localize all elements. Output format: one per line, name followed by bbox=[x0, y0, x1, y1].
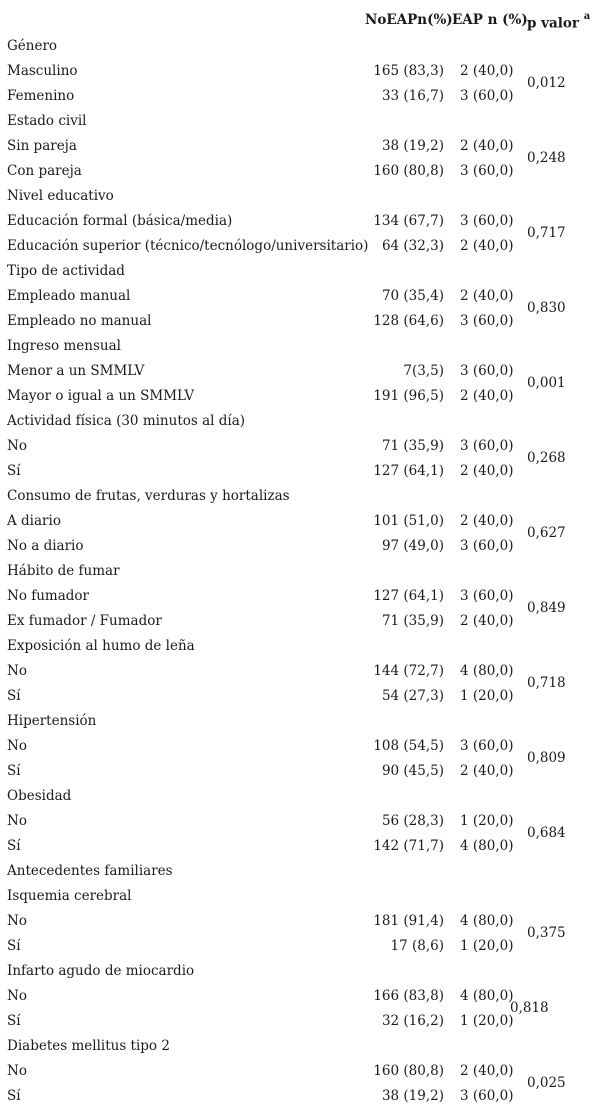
row-label: No fumador bbox=[7, 588, 89, 604]
eap-value: 4 (80,0) bbox=[460, 913, 514, 929]
eap-value: 1 (20,0) bbox=[460, 688, 514, 704]
row-label: Consumo de frutas, verduras y hortalizas bbox=[7, 488, 290, 504]
row-label: No a diario bbox=[7, 538, 84, 554]
eap-value: 3 (60,0) bbox=[460, 1088, 514, 1104]
row-label: Ex fumador / Fumador bbox=[7, 613, 162, 629]
eap-value: 3 (60,0) bbox=[460, 363, 514, 379]
noeap-value: 191 (96,5) bbox=[373, 388, 444, 404]
table-row bbox=[7, 613, 527, 638]
row-label: Tipo de actividad bbox=[7, 263, 125, 279]
table-row bbox=[7, 738, 527, 763]
eap-value: 3 (60,0) bbox=[460, 588, 514, 604]
noeap-value: 7(3,5) bbox=[403, 363, 444, 379]
table-row bbox=[7, 438, 527, 463]
row-label: Isquemia cerebral bbox=[7, 888, 132, 904]
p-value: 0,684 bbox=[527, 825, 566, 841]
table-row bbox=[7, 538, 527, 563]
row-label: No bbox=[7, 663, 27, 679]
noeap-value: 101 (51,0) bbox=[373, 513, 444, 529]
noeap-value: 127 (64,1) bbox=[373, 588, 444, 604]
noeap-value: 71 (35,9) bbox=[381, 613, 444, 629]
row-label: A diario bbox=[7, 513, 61, 529]
row-label: Educación formal (básica/media) bbox=[7, 213, 233, 229]
row-label: Infarto agudo de miocardio bbox=[7, 963, 195, 979]
table-row bbox=[7, 213, 527, 238]
row-label: Diabetes mellitus tipo 2 bbox=[7, 1038, 170, 1054]
p-value: 0,025 bbox=[527, 1075, 566, 1091]
eap-value: 4 (80,0) bbox=[460, 663, 514, 679]
row-label: Género bbox=[7, 38, 58, 54]
table-row bbox=[7, 763, 527, 788]
noeap-value: 108 (54,5) bbox=[373, 738, 444, 754]
p-value: 0,248 bbox=[527, 150, 566, 166]
row-label: Sí bbox=[7, 763, 21, 779]
row-label: Empleado no manual bbox=[7, 313, 152, 329]
table-row bbox=[7, 288, 527, 313]
eap-value: 2 (40,0) bbox=[460, 1063, 514, 1079]
table-row bbox=[7, 1088, 527, 1113]
table-row bbox=[7, 413, 527, 438]
eap-value: 3 (60,0) bbox=[460, 438, 514, 454]
table-row bbox=[7, 1063, 527, 1088]
eap-value: 3 (60,0) bbox=[460, 213, 514, 229]
noeap-value: 38 (19,2) bbox=[381, 1088, 444, 1104]
eap-value: 2 (40,0) bbox=[460, 63, 514, 79]
noeap-value: 166 (83,8) bbox=[373, 988, 444, 1004]
eap-value: 2 (40,0) bbox=[460, 138, 514, 154]
table-row bbox=[7, 788, 527, 813]
table-row bbox=[7, 1038, 527, 1063]
noeap-value: 165 (83,3) bbox=[373, 63, 444, 79]
eap-value: 2 (40,0) bbox=[460, 388, 514, 404]
header-eap: EAP n (%) bbox=[452, 12, 528, 28]
noeap-value: 97 (49,0) bbox=[381, 538, 444, 554]
row-label: Antecedentes familiares bbox=[7, 863, 173, 879]
noeap-value: 142 (71,7) bbox=[373, 838, 444, 854]
eap-value: 4 (80,0) bbox=[460, 988, 514, 1004]
eap-value: 3 (60,0) bbox=[460, 538, 514, 554]
table-row bbox=[7, 238, 527, 263]
table-row bbox=[7, 313, 527, 338]
row-label: Hábito de fumar bbox=[7, 563, 120, 579]
row-label: Sí bbox=[7, 463, 21, 479]
row-label: No bbox=[7, 1063, 27, 1079]
row-label: No bbox=[7, 988, 27, 1004]
eap-value: 1 (20,0) bbox=[460, 813, 514, 829]
table-row bbox=[7, 563, 527, 588]
row-label: Sí bbox=[7, 1088, 21, 1104]
table-row bbox=[7, 1013, 527, 1038]
table-row bbox=[7, 963, 527, 988]
table-row bbox=[7, 463, 527, 488]
p-value: 0,012 bbox=[527, 75, 566, 91]
noeap-value: 134 (67,7) bbox=[373, 213, 444, 229]
noeap-value: 32 (16,2) bbox=[381, 1013, 444, 1029]
noeap-value: 33 (16,7) bbox=[381, 88, 444, 104]
row-label: Nivel educativo bbox=[7, 188, 114, 204]
table-row bbox=[7, 638, 527, 663]
row-label: Masculino bbox=[7, 63, 78, 79]
eap-value: 2 (40,0) bbox=[460, 513, 514, 529]
noeap-value: 70 (35,4) bbox=[381, 288, 444, 304]
table-row bbox=[7, 38, 527, 63]
eap-value: 1 (20,0) bbox=[460, 938, 514, 954]
noeap-value: 71 (35,9) bbox=[381, 438, 444, 454]
table-row bbox=[7, 338, 527, 363]
table-row bbox=[7, 488, 527, 513]
p-value: 0,001 bbox=[527, 375, 566, 391]
p-value: 0,830 bbox=[527, 300, 566, 316]
table-row bbox=[7, 988, 527, 1013]
table-row bbox=[7, 713, 527, 738]
noeap-value: 181 (91,4) bbox=[373, 913, 444, 929]
noeap-value: 38 (19,2) bbox=[381, 138, 444, 154]
eap-value: 1 (20,0) bbox=[460, 1013, 514, 1029]
table-row bbox=[7, 363, 527, 388]
p-value: 0,718 bbox=[527, 675, 566, 691]
noeap-value: 127 (64,1) bbox=[373, 463, 444, 479]
table-row bbox=[7, 938, 527, 963]
header-noeap: NoEAPn(%) bbox=[365, 12, 453, 28]
row-label: No bbox=[7, 813, 27, 829]
table-row bbox=[7, 263, 527, 288]
p-value: 0,809 bbox=[527, 750, 566, 766]
eap-value: 3 (60,0) bbox=[460, 88, 514, 104]
noeap-value: 54 (27,3) bbox=[381, 688, 444, 704]
row-label: Hipertensión bbox=[7, 713, 97, 729]
p-value: 0,375 bbox=[527, 925, 566, 941]
row-label: Educación superior (técnico/tecnólogo/universitario) bbox=[7, 238, 369, 254]
row-label: Sí bbox=[7, 938, 21, 954]
row-label: Obesidad bbox=[7, 788, 72, 804]
p-value: 0,849 bbox=[527, 600, 566, 616]
row-label: Actividad física (30 minutos al día) bbox=[7, 413, 246, 429]
eap-value: 4 (80,0) bbox=[460, 838, 514, 854]
eap-value: 2 (40,0) bbox=[460, 288, 514, 304]
noeap-value: 17 (8,6) bbox=[390, 938, 444, 954]
eap-value: 3 (60,0) bbox=[460, 738, 514, 754]
row-label: Femenino bbox=[7, 88, 75, 104]
header-p-superscript: a bbox=[583, 11, 591, 22]
row-label: Menor a un SMMLV bbox=[7, 363, 145, 379]
p-value: 0,717 bbox=[527, 225, 566, 241]
table-row bbox=[7, 913, 527, 938]
row-label: Sí bbox=[7, 838, 21, 854]
row-label: Estado civil bbox=[7, 113, 87, 129]
table-row bbox=[7, 188, 527, 213]
noeap-value: 160 (80,8) bbox=[373, 1063, 444, 1079]
table-row bbox=[7, 388, 527, 413]
header-p-valor bbox=[527, 11, 591, 32]
row-label: Con pareja bbox=[7, 163, 82, 179]
noeap-value: 64 (32,3) bbox=[381, 238, 444, 254]
p-value: 0,627 bbox=[527, 525, 566, 541]
eap-value: 2 (40,0) bbox=[460, 763, 514, 779]
table-row bbox=[7, 138, 527, 163]
eap-value: 3 (60,0) bbox=[460, 313, 514, 329]
table-row bbox=[7, 838, 527, 863]
noeap-value: 90 (45,5) bbox=[381, 763, 444, 779]
eap-value: 2 (40,0) bbox=[460, 463, 514, 479]
eap-value: 2 (40,0) bbox=[460, 613, 514, 629]
table-row bbox=[7, 513, 527, 538]
eap-value: 2 (40,0) bbox=[460, 238, 514, 254]
table-row bbox=[7, 663, 527, 688]
row-label: Ingreso mensual bbox=[7, 338, 121, 354]
table-row bbox=[7, 888, 527, 913]
header-p-label: p valor bbox=[527, 15, 579, 32]
eap-value: 3 (60,0) bbox=[460, 163, 514, 179]
table-row bbox=[7, 813, 527, 838]
table-row bbox=[7, 113, 527, 138]
p-value: 0,818 bbox=[510, 1000, 549, 1016]
row-label: Exposición al humo de leña bbox=[7, 638, 195, 654]
row-label: No bbox=[7, 738, 27, 754]
noeap-value: 128 (64,6) bbox=[373, 313, 444, 329]
row-label: Mayor o igual a un SMMLV bbox=[7, 388, 195, 404]
table-row bbox=[7, 688, 527, 713]
noeap-value: 144 (72,7) bbox=[373, 663, 444, 679]
noeap-value: 56 (28,3) bbox=[381, 813, 444, 829]
table-row bbox=[7, 88, 527, 113]
row-label: Sí bbox=[7, 1013, 21, 1029]
p-value: 0,268 bbox=[527, 450, 566, 466]
table-row bbox=[7, 863, 527, 888]
noeap-value: 160 (80,8) bbox=[373, 163, 444, 179]
table-row bbox=[7, 63, 527, 88]
row-label: No bbox=[7, 438, 27, 454]
table-row bbox=[7, 163, 527, 188]
row-label: Sí bbox=[7, 688, 21, 704]
row-label: Empleado manual bbox=[7, 288, 131, 304]
row-label: Sin pareja bbox=[7, 138, 77, 154]
table-row bbox=[7, 588, 527, 613]
row-label: No bbox=[7, 913, 27, 929]
